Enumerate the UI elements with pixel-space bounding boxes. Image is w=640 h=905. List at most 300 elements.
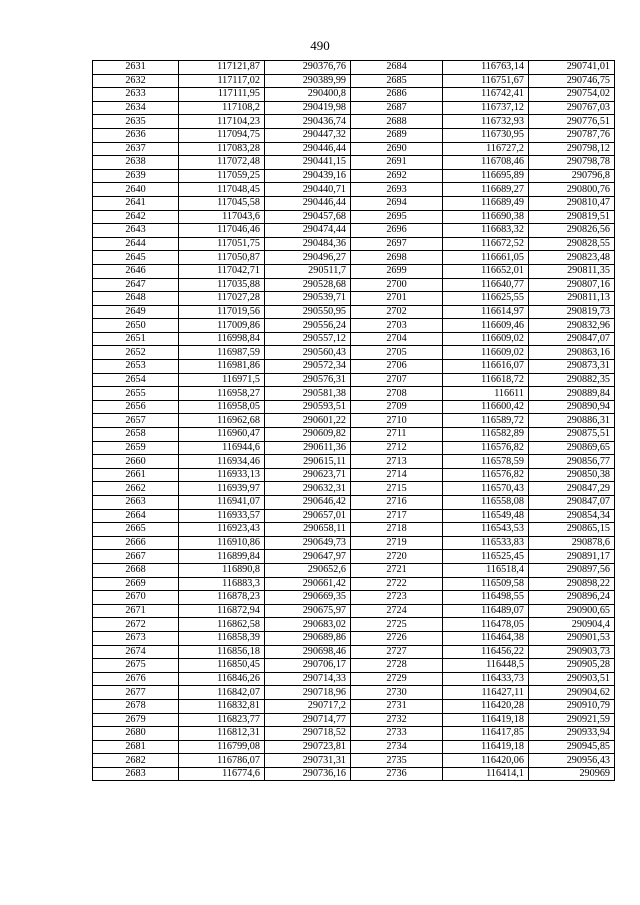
table-row — [93, 128, 615, 142]
left-x-coordinate-cell: 117035,88 — [179, 278, 265, 292]
left-point-number-cell: 2658 — [93, 428, 179, 442]
left-y-coordinate-cell: 290706,17 — [265, 659, 351, 673]
table-row — [93, 237, 615, 251]
left-y-coordinate-cell: 290718,96 — [265, 686, 351, 700]
left-point-number-cell: 2640 — [93, 183, 179, 197]
table-row — [93, 305, 615, 319]
table-row — [93, 373, 615, 387]
left-point-number-cell: 2665 — [93, 523, 179, 537]
right-y-coordinate-cell: 290828,55 — [529, 237, 615, 251]
right-y-coordinate-cell: 290873,31 — [529, 360, 615, 374]
right-point-number-cell: 2687 — [351, 101, 443, 115]
left-x-coordinate-cell: 117048,45 — [179, 183, 265, 197]
right-x-coordinate-cell: 116600,42 — [443, 400, 529, 414]
left-x-coordinate-cell: 116899,84 — [179, 550, 265, 564]
left-x-coordinate-cell: 117108,2 — [179, 101, 265, 115]
right-point-number-cell: 2733 — [351, 727, 443, 741]
table-row — [93, 156, 615, 170]
right-y-coordinate-cell: 290897,56 — [529, 563, 615, 577]
left-y-coordinate-cell: 290718,52 — [265, 727, 351, 741]
right-y-coordinate-cell: 290746,75 — [529, 74, 615, 88]
table-row — [93, 346, 615, 360]
table-row — [93, 754, 615, 768]
left-x-coordinate-cell: 116939,97 — [179, 482, 265, 496]
left-point-number-cell: 2672 — [93, 618, 179, 632]
table-row — [93, 767, 615, 781]
right-y-coordinate-cell: 290956,43 — [529, 754, 615, 768]
right-x-coordinate-cell: 116732,93 — [443, 115, 529, 129]
right-y-coordinate-cell: 290811,13 — [529, 292, 615, 306]
right-point-number-cell: 2689 — [351, 128, 443, 142]
right-point-number-cell: 2699 — [351, 264, 443, 278]
right-point-number-cell: 2715 — [351, 482, 443, 496]
right-y-coordinate-cell: 290819,51 — [529, 210, 615, 224]
right-y-coordinate-cell: 290810,47 — [529, 196, 615, 210]
right-x-coordinate-cell: 116609,02 — [443, 332, 529, 346]
left-x-coordinate-cell: 117019,56 — [179, 305, 265, 319]
right-point-number-cell: 2723 — [351, 591, 443, 605]
table-row — [93, 332, 615, 346]
table-row — [93, 115, 615, 129]
left-y-coordinate-cell: 290389,99 — [265, 74, 351, 88]
table-row — [93, 713, 615, 727]
left-point-number-cell: 2679 — [93, 713, 179, 727]
left-point-number-cell: 2636 — [93, 128, 179, 142]
left-y-coordinate-cell: 290441,15 — [265, 156, 351, 170]
left-point-number-cell: 2649 — [93, 305, 179, 319]
left-y-coordinate-cell: 290632,31 — [265, 482, 351, 496]
right-point-number-cell: 2709 — [351, 400, 443, 414]
right-x-coordinate-cell: 116618,72 — [443, 373, 529, 387]
right-x-coordinate-cell: 116433,73 — [443, 672, 529, 686]
left-x-coordinate-cell: 116799,08 — [179, 740, 265, 754]
left-point-number-cell: 2641 — [93, 196, 179, 210]
left-x-coordinate-cell: 116858,39 — [179, 631, 265, 645]
table-row — [93, 441, 615, 455]
left-x-coordinate-cell: 117117,02 — [179, 74, 265, 88]
right-x-coordinate-cell: 116708,46 — [443, 156, 529, 170]
right-x-coordinate-cell: 116576,82 — [443, 441, 529, 455]
right-x-coordinate-cell: 116549,48 — [443, 509, 529, 523]
right-x-coordinate-cell: 116456,22 — [443, 645, 529, 659]
left-y-coordinate-cell: 290440,71 — [265, 183, 351, 197]
left-y-coordinate-cell: 290446,44 — [265, 196, 351, 210]
right-y-coordinate-cell: 290904,4 — [529, 618, 615, 632]
right-y-coordinate-cell: 290882,35 — [529, 373, 615, 387]
right-x-coordinate-cell: 116614,97 — [443, 305, 529, 319]
left-y-coordinate-cell: 290669,35 — [265, 591, 351, 605]
right-x-coordinate-cell: 116509,58 — [443, 577, 529, 591]
right-point-number-cell: 2727 — [351, 645, 443, 659]
left-point-number-cell: 2659 — [93, 441, 179, 455]
left-point-number-cell: 2638 — [93, 156, 179, 170]
right-y-coordinate-cell: 290767,03 — [529, 101, 615, 115]
left-point-number-cell: 2675 — [93, 659, 179, 673]
right-x-coordinate-cell: 116518,4 — [443, 563, 529, 577]
left-point-number-cell: 2671 — [93, 604, 179, 618]
left-x-coordinate-cell: 117050,87 — [179, 251, 265, 265]
table-row — [93, 509, 615, 523]
right-point-number-cell: 2712 — [351, 441, 443, 455]
right-x-coordinate-cell: 116582,89 — [443, 428, 529, 442]
right-x-coordinate-cell: 116737,12 — [443, 101, 529, 115]
right-y-coordinate-cell: 290969 — [529, 767, 615, 781]
right-point-number-cell: 2728 — [351, 659, 443, 673]
right-y-coordinate-cell: 290878,6 — [529, 536, 615, 550]
left-point-number-cell: 2654 — [93, 373, 179, 387]
right-y-coordinate-cell: 290910,79 — [529, 699, 615, 713]
right-point-number-cell: 2714 — [351, 468, 443, 482]
left-y-coordinate-cell: 290661,42 — [265, 577, 351, 591]
left-y-coordinate-cell: 290556,24 — [265, 319, 351, 333]
left-y-coordinate-cell: 290576,31 — [265, 373, 351, 387]
left-x-coordinate-cell: 116998,84 — [179, 332, 265, 346]
right-y-coordinate-cell: 290776,51 — [529, 115, 615, 129]
right-point-number-cell: 2684 — [351, 61, 443, 75]
right-x-coordinate-cell: 116763,14 — [443, 61, 529, 75]
table-row — [93, 360, 615, 374]
left-point-number-cell: 2680 — [93, 727, 179, 741]
table-row — [93, 264, 615, 278]
left-y-coordinate-cell: 290419,98 — [265, 101, 351, 115]
left-y-coordinate-cell: 290572,34 — [265, 360, 351, 374]
left-point-number-cell: 2642 — [93, 210, 179, 224]
right-y-coordinate-cell: 290863,16 — [529, 346, 615, 360]
left-x-coordinate-cell: 117046,46 — [179, 224, 265, 238]
right-y-coordinate-cell: 290886,31 — [529, 414, 615, 428]
left-point-number-cell: 2682 — [93, 754, 179, 768]
table-row — [93, 672, 615, 686]
right-x-coordinate-cell: 116616,07 — [443, 360, 529, 374]
left-y-coordinate-cell: 290593,51 — [265, 400, 351, 414]
right-point-number-cell: 2692 — [351, 169, 443, 183]
table-row — [93, 686, 615, 700]
right-x-coordinate-cell: 116525,45 — [443, 550, 529, 564]
left-y-coordinate-cell: 290714,33 — [265, 672, 351, 686]
left-x-coordinate-cell: 117121,87 — [179, 61, 265, 75]
right-y-coordinate-cell: 290850,38 — [529, 468, 615, 482]
left-y-coordinate-cell: 290550,95 — [265, 305, 351, 319]
table-row — [93, 645, 615, 659]
left-x-coordinate-cell: 117072,48 — [179, 156, 265, 170]
left-point-number-cell: 2664 — [93, 509, 179, 523]
left-y-coordinate-cell: 290689,86 — [265, 631, 351, 645]
left-x-coordinate-cell: 116960,47 — [179, 428, 265, 442]
right-point-number-cell: 2703 — [351, 319, 443, 333]
left-y-coordinate-cell: 290376,76 — [265, 61, 351, 75]
right-y-coordinate-cell: 290798,78 — [529, 156, 615, 170]
right-x-coordinate-cell: 116533,83 — [443, 536, 529, 550]
right-x-coordinate-cell: 116611 — [443, 387, 529, 401]
left-y-coordinate-cell: 290511,7 — [265, 264, 351, 278]
right-point-number-cell: 2691 — [351, 156, 443, 170]
left-point-number-cell: 2652 — [93, 346, 179, 360]
table-row — [93, 618, 615, 632]
right-x-coordinate-cell: 116570,43 — [443, 482, 529, 496]
table-row — [93, 536, 615, 550]
left-y-coordinate-cell: 290609,82 — [265, 428, 351, 442]
left-y-coordinate-cell: 290717,2 — [265, 699, 351, 713]
right-y-coordinate-cell: 290901,53 — [529, 631, 615, 645]
left-y-coordinate-cell: 290611,36 — [265, 441, 351, 455]
table-row — [93, 659, 615, 673]
table-row — [93, 196, 615, 210]
right-y-coordinate-cell: 290903,73 — [529, 645, 615, 659]
right-point-number-cell: 2719 — [351, 536, 443, 550]
left-x-coordinate-cell: 117045,58 — [179, 196, 265, 210]
left-y-coordinate-cell: 290447,32 — [265, 128, 351, 142]
left-y-coordinate-cell: 290731,31 — [265, 754, 351, 768]
left-x-coordinate-cell: 117059,25 — [179, 169, 265, 183]
right-x-coordinate-cell: 116690,38 — [443, 210, 529, 224]
coordinates-table-body — [93, 61, 615, 781]
left-point-number-cell: 2662 — [93, 482, 179, 496]
table-row — [93, 387, 615, 401]
left-y-coordinate-cell: 290539,71 — [265, 292, 351, 306]
right-point-number-cell: 2710 — [351, 414, 443, 428]
right-x-coordinate-cell: 116609,46 — [443, 319, 529, 333]
left-point-number-cell: 2655 — [93, 387, 179, 401]
right-y-coordinate-cell: 290865,15 — [529, 523, 615, 537]
left-x-coordinate-cell: 117104,23 — [179, 115, 265, 129]
table-row — [93, 101, 615, 115]
right-x-coordinate-cell: 116689,27 — [443, 183, 529, 197]
right-x-coordinate-cell: 116727,2 — [443, 142, 529, 156]
right-x-coordinate-cell: 116689,49 — [443, 196, 529, 210]
left-y-coordinate-cell: 290658,11 — [265, 523, 351, 537]
left-x-coordinate-cell: 116842,07 — [179, 686, 265, 700]
right-y-coordinate-cell: 290847,07 — [529, 496, 615, 510]
right-y-coordinate-cell: 290896,24 — [529, 591, 615, 605]
left-point-number-cell: 2645 — [93, 251, 179, 265]
right-point-number-cell: 2705 — [351, 346, 443, 360]
table-row — [93, 251, 615, 265]
table-row — [93, 727, 615, 741]
left-x-coordinate-cell: 116971,5 — [179, 373, 265, 387]
left-point-number-cell: 2676 — [93, 672, 179, 686]
left-point-number-cell: 2648 — [93, 292, 179, 306]
coordinates-table — [92, 60, 615, 781]
right-point-number-cell: 2704 — [351, 332, 443, 346]
left-y-coordinate-cell: 290474,44 — [265, 224, 351, 238]
right-y-coordinate-cell: 290826,56 — [529, 224, 615, 238]
table-row — [93, 563, 615, 577]
right-y-coordinate-cell: 290890,94 — [529, 400, 615, 414]
left-x-coordinate-cell: 116962,68 — [179, 414, 265, 428]
left-point-number-cell: 2637 — [93, 142, 179, 156]
right-x-coordinate-cell: 116730,95 — [443, 128, 529, 142]
table-row — [93, 455, 615, 469]
right-x-coordinate-cell: 116742,41 — [443, 88, 529, 102]
left-x-coordinate-cell: 116878,23 — [179, 591, 265, 605]
right-point-number-cell: 2729 — [351, 672, 443, 686]
right-y-coordinate-cell: 290832,96 — [529, 319, 615, 333]
right-point-number-cell: 2716 — [351, 496, 443, 510]
left-point-number-cell: 2643 — [93, 224, 179, 238]
right-point-number-cell: 2724 — [351, 604, 443, 618]
left-x-coordinate-cell: 116856,18 — [179, 645, 265, 659]
right-x-coordinate-cell: 116414,1 — [443, 767, 529, 781]
right-y-coordinate-cell: 290847,29 — [529, 482, 615, 496]
left-y-coordinate-cell: 290698,46 — [265, 645, 351, 659]
right-y-coordinate-cell: 290856,77 — [529, 455, 615, 469]
left-x-coordinate-cell: 117009,86 — [179, 319, 265, 333]
right-point-number-cell: 2698 — [351, 251, 443, 265]
left-x-coordinate-cell: 117042,71 — [179, 264, 265, 278]
left-x-coordinate-cell: 116823,77 — [179, 713, 265, 727]
left-point-number-cell: 2634 — [93, 101, 179, 115]
table-row — [93, 604, 615, 618]
right-point-number-cell: 2718 — [351, 523, 443, 537]
left-point-number-cell: 2667 — [93, 550, 179, 564]
right-point-number-cell: 2696 — [351, 224, 443, 238]
right-point-number-cell: 2700 — [351, 278, 443, 292]
left-x-coordinate-cell: 116923,43 — [179, 523, 265, 537]
left-y-coordinate-cell: 290649,73 — [265, 536, 351, 550]
right-point-number-cell: 2736 — [351, 767, 443, 781]
left-point-number-cell: 2668 — [93, 563, 179, 577]
page-number: 490 — [310, 38, 330, 53]
left-point-number-cell: 2635 — [93, 115, 179, 129]
left-x-coordinate-cell: 116910,86 — [179, 536, 265, 550]
left-y-coordinate-cell: 290714,77 — [265, 713, 351, 727]
right-y-coordinate-cell: 290741,01 — [529, 61, 615, 75]
left-point-number-cell: 2670 — [93, 591, 179, 605]
left-y-coordinate-cell: 290652,6 — [265, 563, 351, 577]
table-row — [93, 631, 615, 645]
table-row — [93, 183, 615, 197]
left-x-coordinate-cell: 117111,95 — [179, 88, 265, 102]
right-point-number-cell: 2695 — [351, 210, 443, 224]
left-point-number-cell: 2633 — [93, 88, 179, 102]
right-y-coordinate-cell: 290898,22 — [529, 577, 615, 591]
left-x-coordinate-cell: 116934,46 — [179, 455, 265, 469]
table-row — [93, 699, 615, 713]
right-point-number-cell: 2732 — [351, 713, 443, 727]
left-y-coordinate-cell: 290484,36 — [265, 237, 351, 251]
left-point-number-cell: 2646 — [93, 264, 179, 278]
left-y-coordinate-cell: 290683,02 — [265, 618, 351, 632]
table-row — [93, 74, 615, 88]
left-point-number-cell: 2660 — [93, 455, 179, 469]
right-x-coordinate-cell: 116558,08 — [443, 496, 529, 510]
left-x-coordinate-cell: 117094,75 — [179, 128, 265, 142]
right-x-coordinate-cell: 116478,05 — [443, 618, 529, 632]
left-x-coordinate-cell: 116981,86 — [179, 360, 265, 374]
right-y-coordinate-cell: 290889,84 — [529, 387, 615, 401]
left-point-number-cell: 2653 — [93, 360, 179, 374]
right-x-coordinate-cell: 116427,11 — [443, 686, 529, 700]
right-y-coordinate-cell: 290796,8 — [529, 169, 615, 183]
right-x-coordinate-cell: 116576,82 — [443, 468, 529, 482]
right-point-number-cell: 2711 — [351, 428, 443, 442]
left-y-coordinate-cell: 290560,43 — [265, 346, 351, 360]
right-point-number-cell: 2706 — [351, 360, 443, 374]
right-x-coordinate-cell: 116498,55 — [443, 591, 529, 605]
right-x-coordinate-cell: 116419,18 — [443, 713, 529, 727]
right-point-number-cell: 2735 — [351, 754, 443, 768]
left-y-coordinate-cell: 290623,71 — [265, 468, 351, 482]
left-y-coordinate-cell: 290496,27 — [265, 251, 351, 265]
left-x-coordinate-cell: 116958,05 — [179, 400, 265, 414]
right-y-coordinate-cell: 290933,94 — [529, 727, 615, 741]
right-point-number-cell: 2685 — [351, 74, 443, 88]
table-row — [93, 591, 615, 605]
right-y-coordinate-cell: 290854,34 — [529, 509, 615, 523]
right-point-number-cell: 2721 — [351, 563, 443, 577]
right-y-coordinate-cell: 290798,12 — [529, 142, 615, 156]
right-point-number-cell: 2708 — [351, 387, 443, 401]
left-y-coordinate-cell: 290601,22 — [265, 414, 351, 428]
right-y-coordinate-cell: 290904,62 — [529, 686, 615, 700]
left-x-coordinate-cell: 117083,28 — [179, 142, 265, 156]
right-point-number-cell: 2688 — [351, 115, 443, 129]
left-x-coordinate-cell: 116933,13 — [179, 468, 265, 482]
table-row — [93, 523, 615, 537]
left-x-coordinate-cell: 117051,75 — [179, 237, 265, 251]
right-y-coordinate-cell: 290800,76 — [529, 183, 615, 197]
left-x-coordinate-cell: 116846,26 — [179, 672, 265, 686]
left-point-number-cell: 2631 — [93, 61, 179, 75]
table-row — [93, 482, 615, 496]
left-y-coordinate-cell: 290457,68 — [265, 210, 351, 224]
left-y-coordinate-cell: 290400,8 — [265, 88, 351, 102]
right-y-coordinate-cell: 290869,65 — [529, 441, 615, 455]
left-point-number-cell: 2661 — [93, 468, 179, 482]
table-row — [93, 496, 615, 510]
table-row — [93, 400, 615, 414]
right-point-number-cell: 2713 — [351, 455, 443, 469]
left-point-number-cell: 2678 — [93, 699, 179, 713]
right-x-coordinate-cell: 116672,52 — [443, 237, 529, 251]
left-x-coordinate-cell: 116850,45 — [179, 659, 265, 673]
right-y-coordinate-cell: 290891,17 — [529, 550, 615, 564]
left-y-coordinate-cell: 290528,68 — [265, 278, 351, 292]
left-x-coordinate-cell: 116987,59 — [179, 346, 265, 360]
left-y-coordinate-cell: 290736,16 — [265, 767, 351, 781]
right-x-coordinate-cell: 116489,07 — [443, 604, 529, 618]
left-x-coordinate-cell: 116872,94 — [179, 604, 265, 618]
right-x-coordinate-cell: 116609,02 — [443, 346, 529, 360]
left-point-number-cell: 2657 — [93, 414, 179, 428]
table-row — [93, 61, 615, 75]
right-point-number-cell: 2726 — [351, 631, 443, 645]
right-x-coordinate-cell: 116417,85 — [443, 727, 529, 741]
left-point-number-cell: 2650 — [93, 319, 179, 333]
table-row — [93, 278, 615, 292]
table-row — [93, 428, 615, 442]
right-point-number-cell: 2731 — [351, 699, 443, 713]
left-point-number-cell: 2683 — [93, 767, 179, 781]
table-row — [93, 577, 615, 591]
table-row — [93, 210, 615, 224]
right-point-number-cell: 2720 — [351, 550, 443, 564]
left-y-coordinate-cell: 290439,16 — [265, 169, 351, 183]
table-row — [93, 740, 615, 754]
right-point-number-cell: 2734 — [351, 740, 443, 754]
left-point-number-cell: 2632 — [93, 74, 179, 88]
right-x-coordinate-cell: 116578,59 — [443, 455, 529, 469]
right-point-number-cell: 2730 — [351, 686, 443, 700]
left-x-coordinate-cell: 116862,58 — [179, 618, 265, 632]
right-x-coordinate-cell: 116625,55 — [443, 292, 529, 306]
table-row — [93, 550, 615, 564]
right-y-coordinate-cell: 290905,28 — [529, 659, 615, 673]
right-point-number-cell: 2701 — [351, 292, 443, 306]
left-y-coordinate-cell: 290615,11 — [265, 455, 351, 469]
right-y-coordinate-cell: 290754,02 — [529, 88, 615, 102]
left-point-number-cell: 2651 — [93, 332, 179, 346]
